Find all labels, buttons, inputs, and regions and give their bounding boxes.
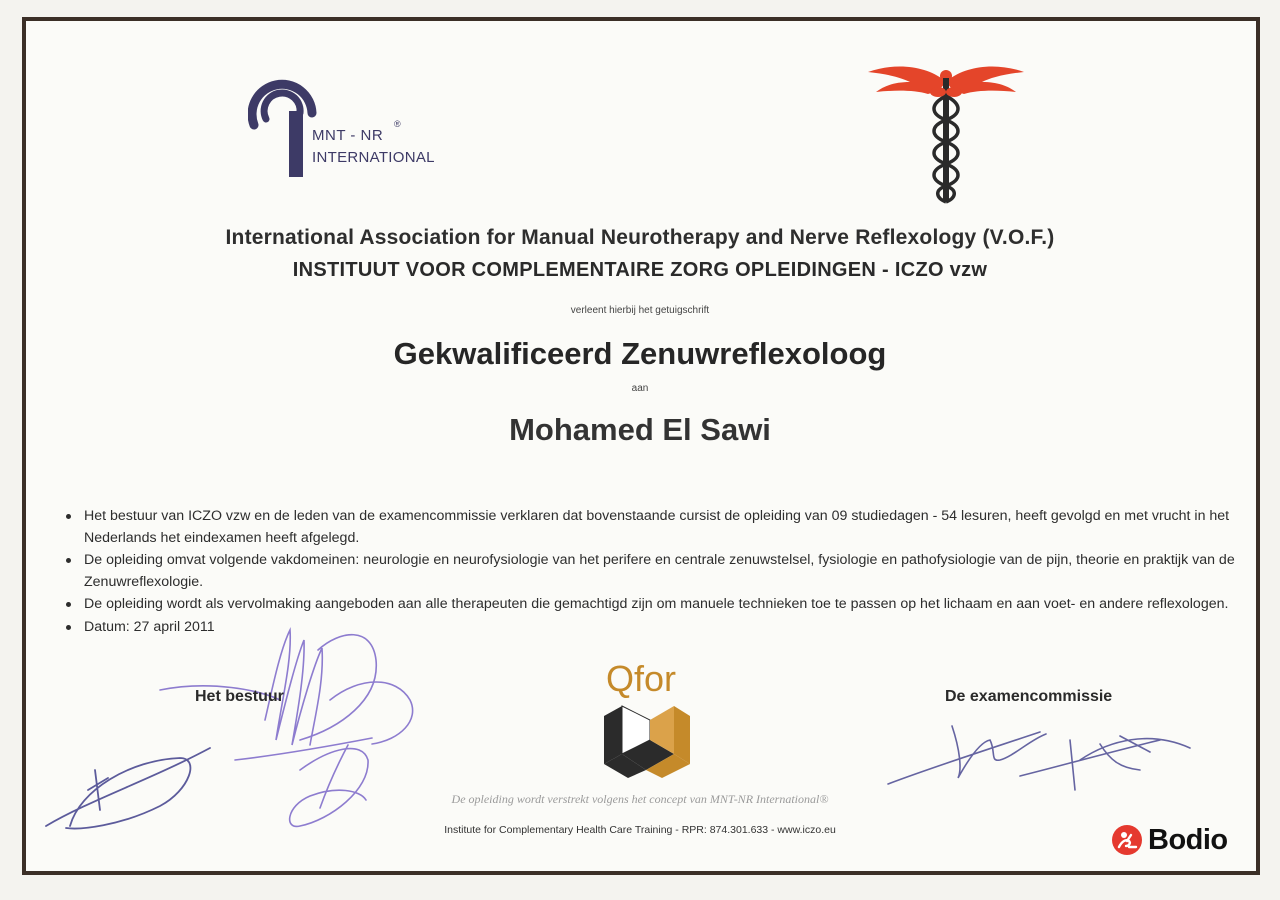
statement-item-domains: De opleiding omvat volgende vakdomeinen: neurologie en neurofysiologie van het perifere en centrale zenuwstelsel, fysiologie en pathofysiologie van de pijn, theorie en praktijk van de Zenuwreflexologie. [62, 550, 1250, 593]
statement-item-audience: De opleiding wordt als vervolmaking aangeboden aan alle therapeuten die gemachtigd zijn om manuele technieken toe te passen op het lichaam en aan voet- en andere reflexologen. [62, 594, 1250, 616]
grant-text: verleent hierbij het getuigschrift [570, 305, 710, 316]
bodio-brand-text: Bodio [1148, 823, 1228, 856]
committee-signature-label: De examencommissie [945, 688, 1113, 705]
bodio-logo-icon [1112, 825, 1142, 855]
association-heading: International Association for Manual Neurotherapy and Nerve Reflexology (V.O.F.) [225, 226, 1055, 249]
statement-item-exam: Het bestuur van ICZO vzw en de leden van de examencommissie verklaren dat bovenstaande cursist de opleiding van 09 studiedagen - 54 lesuren, heeft gevolgd en met vrucht in het Nederlands het eindexamen heeft afgelegd. [62, 506, 1250, 549]
qfor-logo-text: Qfor [606, 658, 677, 699]
mnt-nr-logo [248, 73, 458, 183]
concept-statement: De opleiding wordt verstrekt volgens het concept van MNT-NR International® [451, 792, 829, 806]
recipient-name: Mohamed El Sawi [509, 412, 771, 447]
statement-item-date: Datum: 27 april 2011 [62, 617, 1250, 639]
to-text: aan [631, 383, 649, 394]
qfor-logo [600, 658, 695, 777]
mnt-logo-line1: MNT - NR [312, 127, 384, 144]
institute-footer-line: Institute for Complementary Health Care Training - RPR: 874.301.633 - www.iczo.eu [444, 824, 836, 836]
statement-list [62, 506, 1250, 639]
bodio-watermark [1112, 822, 1228, 858]
caduceus-icon [866, 52, 1026, 207]
certificate-title: Gekwalificeerd Zenuwreflexoloog [393, 336, 887, 371]
board-signature-label: Het bestuur [195, 688, 284, 705]
institute-heading: INSTITUUT VOOR COMPLEMENTAIRE ZORG OPLEIDINGEN - ICZO vzw [292, 259, 988, 281]
mnt-logo-registered: ® [394, 119, 401, 129]
mnt-logo-line2: INTERNATIONAL [312, 149, 435, 166]
